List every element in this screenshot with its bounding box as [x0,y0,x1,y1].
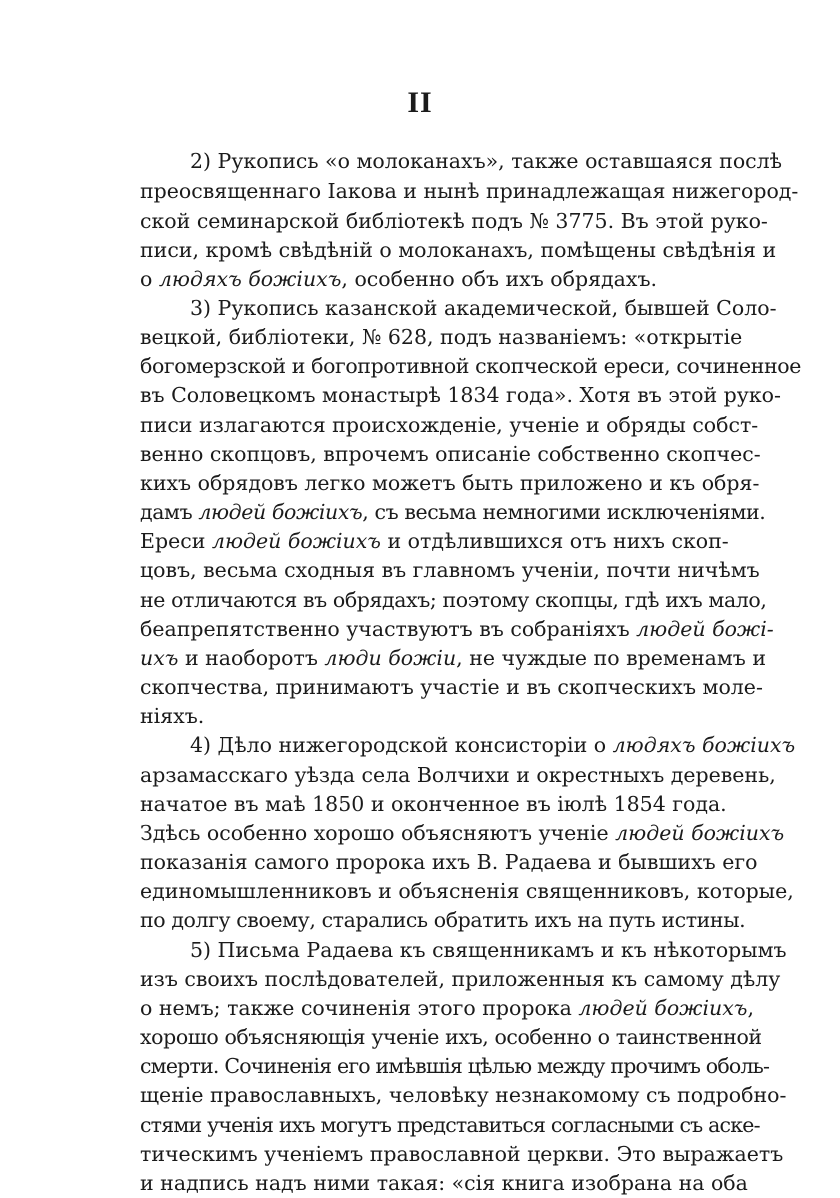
italic-term: людяхъ божіихъ [158,267,342,291]
text-run: арзамасскаго уѣзда села Волчихи и окрестныхъ деревень, [140,763,776,787]
italic-term: людяхъ божіихъ [612,733,796,757]
text-line [140,701,710,731]
text-line [140,643,767,673]
text-line [140,876,794,906]
text-run: цовъ, весьма сходныя въ главномъ ученіи, почти ничѣмъ [140,558,760,582]
text-line [140,439,761,469]
text-run: писи, кромѣ свѣдѣній о молоканахъ, помѣщены свѣдѣнія и [140,238,777,262]
text-run: 4) Дѣло нижегородской консисторіи о [190,733,613,757]
text-line [140,585,767,615]
text-run: , [747,996,754,1020]
text-run: о немъ; также сочиненія этого пророка [140,996,579,1020]
text-line [140,1080,787,1110]
text-run: о [140,267,159,291]
text-run: по долгу своему, старались обратить ихъ на путь истины. [140,908,746,932]
text-line [140,497,766,527]
text-line [140,468,760,498]
text-line [140,818,785,848]
text-line [140,206,768,236]
text-line [140,351,801,381]
text-line [140,322,743,352]
text-line [140,526,729,556]
text-run: стями ученія ихъ могутъ представиться согласными съ аске- [140,1113,760,1137]
text-run: щеніе православныхъ, человѣку незнакомому съ подробно- [140,1083,787,1107]
text-line [190,935,787,965]
text-run: въ Соловецкомъ монастырѣ 1834 года». Хотя въ этой руко- [140,383,781,407]
text-run: дамъ [140,500,199,524]
text-run: венно скопцовъ, впрочемъ описаніе собственно скопчес- [140,442,761,466]
italic-term: ихъ [140,646,179,670]
text-line [140,235,777,265]
text-run: кихъ обрядовъ легко можетъ быть приложено и къ обря- [140,471,760,495]
page-number: II [407,86,433,119]
text-run: и отдѣлившихся отъ нихъ скоп- [380,529,729,553]
text-line [140,905,746,935]
text-line [140,1022,762,1052]
text-run: и наоборотъ [178,646,325,670]
text-run: 5) Письма Радаева къ священникамъ и къ нѣкоторымъ [190,938,787,962]
text-run: преосвященнаго Іакова и нынѣ принадлежащая нижегород- [140,179,799,203]
text-run: , не чуждые по временамъ и [456,646,767,670]
text-run: тическимъ ученіемъ православной церкви. Это выражаетъ [140,1142,784,1166]
text-line [140,789,727,819]
text-run: ской семинарской библіотекѣ подъ № 3775. Въ этой руко- [140,209,768,233]
text-line [140,1110,760,1140]
text-line [140,672,763,702]
text-run: , съ весьма немногими исключеніями. [362,500,766,524]
text-line [140,264,710,294]
text-run: скопчества, принимаютъ участіе и въ скопческихъ моле- [140,675,763,699]
text-line [140,964,781,994]
text-run: беапрепятственно участвуютъ въ собраніяхъ [140,617,637,641]
text-line [140,555,760,585]
text-line [190,146,783,176]
text-run: и надпись надъ ними такая: «сія книга изобрана на оба [140,1171,748,1195]
text-run: начатое въ маѣ 1850 и оконченное въ іюлѣ 1854 года. [140,792,727,816]
text-line [140,1139,784,1169]
italic-term: люди божіи [324,646,457,670]
text-run: 3) Рукопись казанской академической, бывшей Соло- [190,296,777,320]
text-run: изъ своихъ послѣдователей, приложенныя къ самому дѣлу [140,967,781,991]
text-line [140,993,754,1023]
italic-term: людей божіихъ [198,500,363,524]
text-run: ніяхъ. [140,704,205,728]
text-line [140,1051,770,1081]
text-run: единомышленниковъ и объясненія священниковъ, которые, [140,879,794,903]
text-run: хорошо объясняющія ученіе ихъ, особенно о таинственной [140,1025,762,1049]
italic-term: людей божіихъ [615,821,785,845]
text-run: писи излагаются происхожденіе, ученіе и обряды собст- [140,413,759,437]
text-run: Ереси [140,529,212,553]
text-run: смерти. Сочиненія его имѣвшія цѣлью между прочимъ оболь- [140,1054,770,1078]
text-line [140,176,799,206]
italic-term: людей божіихъ [578,996,748,1020]
text-line [140,1168,748,1198]
text-run: богомерзской и богопротивной скопческой ереси, сочиненное [140,354,801,378]
text-run: Здѣсь особенно хорошо объясняютъ ученіе [140,821,616,845]
text-line [190,730,796,760]
italic-term: людей божі- [636,617,774,641]
text-run: 2) Рукопись «о молоканахъ», также оставшаяся послѣ [190,149,783,173]
text-line [140,614,774,644]
text-line [190,293,777,323]
text-run: вецкой, библіотеки, № 628, подъ названіемъ: «открытіе [140,325,743,349]
text-line [140,847,758,877]
text-line [140,760,776,790]
text-line [140,380,781,410]
text-run: не отличаются въ обрядахъ; поэтому скопцы, гдѣ ихъ мало, [140,588,767,612]
text-run: показанія самого пророка ихъ В. Радаева и бывшихъ его [140,850,758,874]
text-line [140,410,759,440]
text-run: , особенно объ ихъ обрядахъ. [341,267,658,291]
italic-term: людей божіихъ [211,529,381,553]
